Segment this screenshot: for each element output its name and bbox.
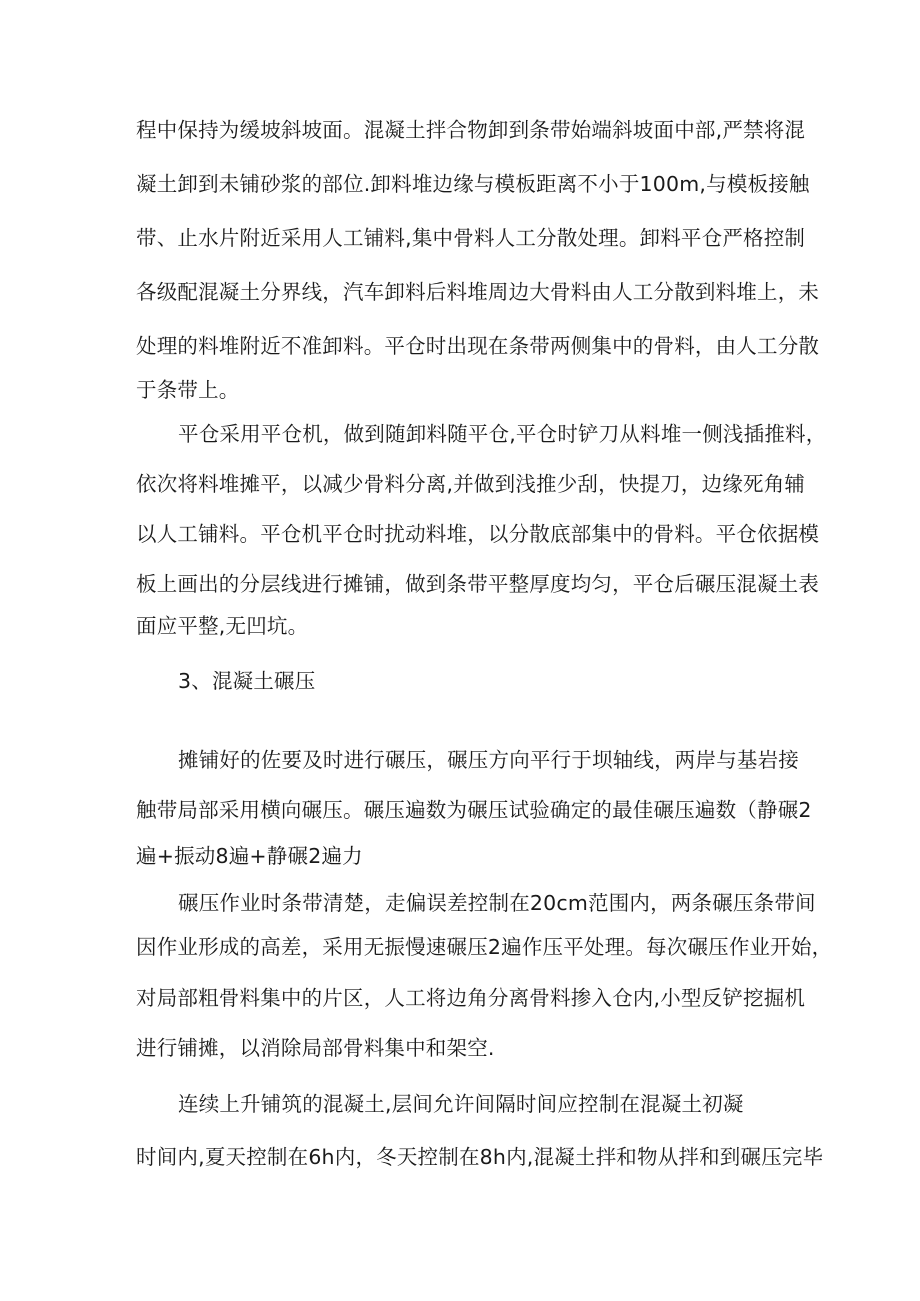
- paragraph-line: 摊铺好的佐要及时进行碾压，碾压方向平行于坝轴线，两岸与基岩接: [178, 748, 799, 772]
- paragraph-line: 凝土卸到未铺砂浆的部位.卸料堆边缘与模板距离不小于100m,与模板接触: [136, 172, 810, 196]
- paragraph-line: 面应平整,无凹坑。: [136, 614, 309, 638]
- paragraph-line: 平仓采用平仓机，做到随卸料随平仓,平仓时铲刀从料堆一侧浅插推料，: [178, 422, 827, 446]
- paragraph-line: 碾压作业时条带清楚，走偏误差控制在20cm范围内，两条碾压条带间: [178, 891, 816, 915]
- paragraph-line: 依次将料堆摊平，以减少骨料分离,并做到浅推少刮，快提刀，边缘死角辅: [136, 472, 806, 496]
- paragraph-line: 触带局部采用横向碾压。碾压遍数为碾压试验确定的最佳碾压遍数（静碾2: [136, 798, 812, 822]
- paragraph-line: 各级配混凝土分界线，汽车卸料后料堆周边大骨料由人工分散到料堆上，未: [136, 280, 820, 304]
- paragraph-line: 时间内,夏天控制在6h内，冬天控制在8h内,混凝土拌和物从拌和到碾压完毕: [136, 1145, 824, 1169]
- paragraph-line: 因作业形成的高差，采用无振慢速碾压2遍作压平处理。每次碾压作业开始，: [136, 935, 833, 959]
- paragraph-line: 带、止水片附近采用人工铺料,集中骨料人工分散处理。卸料平仓严格控制: [136, 226, 806, 250]
- section-heading: 3、混凝土碾压: [178, 669, 316, 693]
- paragraph-line: 板上画出的分层线进行摊铺，做到条带平整厚度均匀，平仓后碾压混凝土表: [136, 572, 820, 596]
- paragraph-line: 连续上升铺筑的混凝土,层间允许间隔时间应控制在混凝土初凝: [178, 1092, 744, 1116]
- paragraph-line: 程中保持为缓坡斜坡面。混凝土拌合物卸到条带始端斜坡面中部,严禁将混: [136, 118, 806, 142]
- paragraph-line: 遍+振动8遍+静碾2遍力: [136, 844, 363, 868]
- paragraph-line: 进行铺摊，以消除局部骨料集中和架空.: [136, 1036, 495, 1060]
- paragraph-line: 以人工铺料。平仓机平仓时扰动料堆，以分散底部集中的骨料。平仓依据模: [136, 522, 820, 546]
- paragraph-line: 对局部粗骨料集中的片区，人工将边角分离骨料掺入仓内,小型反铲挖掘机: [136, 986, 806, 1010]
- paragraph-line: 于条带上。: [136, 378, 240, 402]
- paragraph-line: 处理的料堆附近不准卸料。平仓时出现在条带两侧集中的骨料，由人工分散: [136, 334, 820, 358]
